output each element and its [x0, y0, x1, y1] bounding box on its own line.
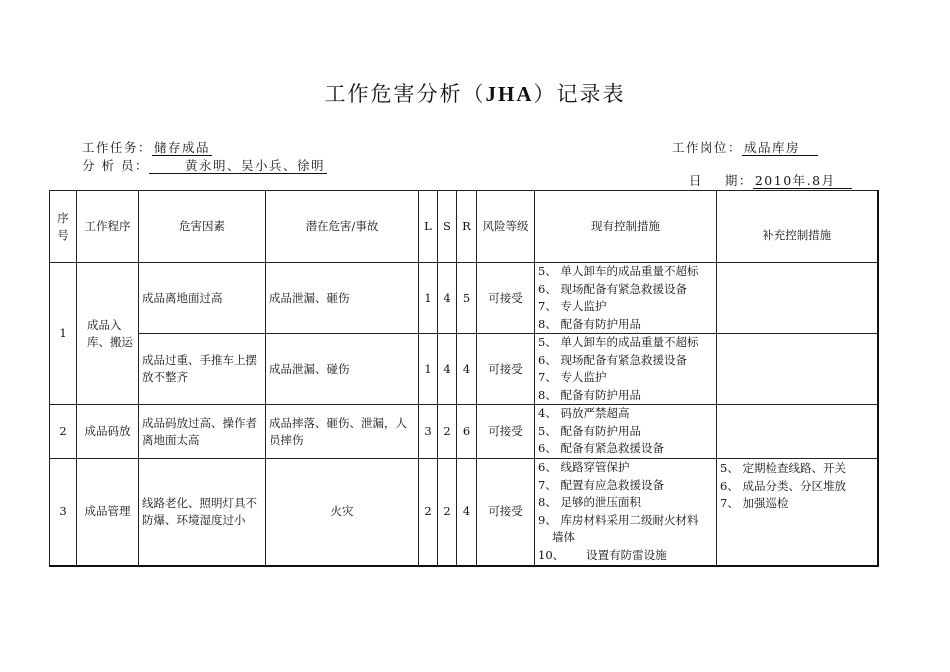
cell-l: 1: [419, 263, 438, 334]
cell-s: 4: [438, 334, 457, 405]
cell-seq: 1: [50, 263, 77, 405]
analyst-field: 分 析 员： 黄永明、吴小兵、徐明: [82, 158, 325, 173]
table-row: [50, 459, 878, 566]
page-title: 工作危害分析（JHA）记录表: [324, 82, 626, 106]
measure-item: 7、 加强巡检: [720, 496, 789, 510]
cell-r: 5: [457, 263, 477, 334]
cell-hazard: 成品离地面过高: [139, 263, 266, 334]
header-seq: 序号: [50, 191, 77, 263]
cell-step: 成品管理: [77, 459, 139, 566]
measure-item: 9、 库房材料采用二级耐火材料: [538, 512, 699, 527]
cell-s: 2: [438, 405, 457, 459]
measure-item: 8、 配备有防护用品: [538, 316, 641, 331]
cell-current-measures: [535, 459, 717, 566]
cell-step: 成品码放: [77, 405, 139, 459]
cell-hazard: 成品过重、手推车上摆放不整齐: [139, 334, 266, 405]
cell-s: 2: [438, 459, 457, 566]
cell-step: 成品入库、搬运: [77, 263, 139, 405]
measure-item: 8、 配备有防护用品: [538, 387, 641, 402]
header-step: 工作程序: [77, 191, 139, 263]
measure-item: 5、 单人卸车的成品重量不超标: [538, 264, 699, 278]
measure-item: 6、 成品分类、分区堆放: [720, 478, 846, 493]
cell-potential: 成品摔落、砸伤、泄漏，人员摔伤: [266, 405, 419, 459]
cell-extra-measures: [717, 405, 878, 459]
cell-r: 4: [457, 334, 477, 405]
jha-table: [49, 190, 879, 567]
cell-potential: 成品泄漏、砸伤: [266, 263, 419, 334]
cell-seq: 3: [50, 459, 77, 566]
cell-risk: 可接受: [477, 459, 535, 566]
cell-potential: 火灾: [266, 459, 419, 566]
position-field: 工作岗位： 成品库房: [672, 138, 818, 156]
measure-item: 6、 现场配备有紧急救援设备: [538, 281, 687, 296]
cell-hazard: 线路老化、照明灯具不防爆、环境湿度过小: [139, 459, 266, 566]
measure-item: 5、 配备有防护用品: [538, 423, 641, 438]
cell-extra-measures: [717, 263, 878, 334]
measure-item: 7、 配置有应急救援设备: [538, 477, 664, 492]
task-field: 工作任务： 储存成品: [82, 140, 211, 155]
measure-item: 6、 现场配备有紧急救援设备: [538, 352, 687, 367]
header-potential: 潜在危害/事故: [266, 191, 419, 263]
cell-current-measures: [535, 405, 717, 459]
cell-potential: 成品泄漏、碰伤: [266, 334, 419, 405]
table-row: [50, 263, 878, 334]
cell-risk: 可接受: [477, 405, 535, 459]
cell-risk: 可接受: [477, 263, 535, 334]
header-risk: 风险等级: [477, 191, 535, 263]
cell-l: 2: [419, 459, 438, 566]
cell-r: 6: [457, 405, 477, 459]
measure-item: 6、 配备有紧急救援设备: [538, 441, 664, 456]
measure-item: 6、 线路穿管保护: [538, 460, 630, 475]
table-row: [50, 405, 878, 459]
measure-item: 墙体: [552, 530, 575, 545]
header-r: R: [457, 191, 477, 263]
table-row: [50, 334, 878, 405]
cell-extra-measures: [717, 459, 878, 566]
cell-s: 4: [438, 263, 457, 334]
header-s: S: [438, 191, 457, 263]
measure-item: 7、 专人监护: [538, 370, 607, 384]
header-current: 现有控制措施: [535, 191, 717, 263]
cell-extra-measures: [717, 334, 878, 405]
cell-current-measures: [535, 334, 717, 405]
cell-l: 1: [419, 334, 438, 405]
header-l: L: [419, 191, 438, 263]
cell-r: 4: [457, 459, 477, 566]
cell-risk: 可接受: [477, 334, 535, 405]
cell-hazard: 成品码放过高、操作者离地面太高: [139, 405, 266, 459]
measure-item: 5、 定期检查线路、开关: [720, 461, 846, 475]
measure-item: 7、 专人监护: [538, 299, 607, 313]
header-hazard: 危害因素: [139, 191, 266, 263]
header-row: [50, 191, 878, 263]
cell-current-measures: [535, 263, 717, 334]
measure-item: 4、 码放严禁超高: [538, 406, 630, 421]
header-extra: 补充控制措施: [717, 191, 878, 263]
date-field: 日 期： 2010年.8月: [678, 156, 852, 189]
measure-item: 10、 设置有防雷设施: [538, 547, 667, 562]
cell-seq: 2: [50, 405, 77, 459]
measure-item: 5、 单人卸车的成品重量不超标: [538, 335, 699, 349]
cell-l: 3: [419, 405, 438, 459]
measure-item: 8、 足够的泄压面积: [538, 495, 641, 510]
